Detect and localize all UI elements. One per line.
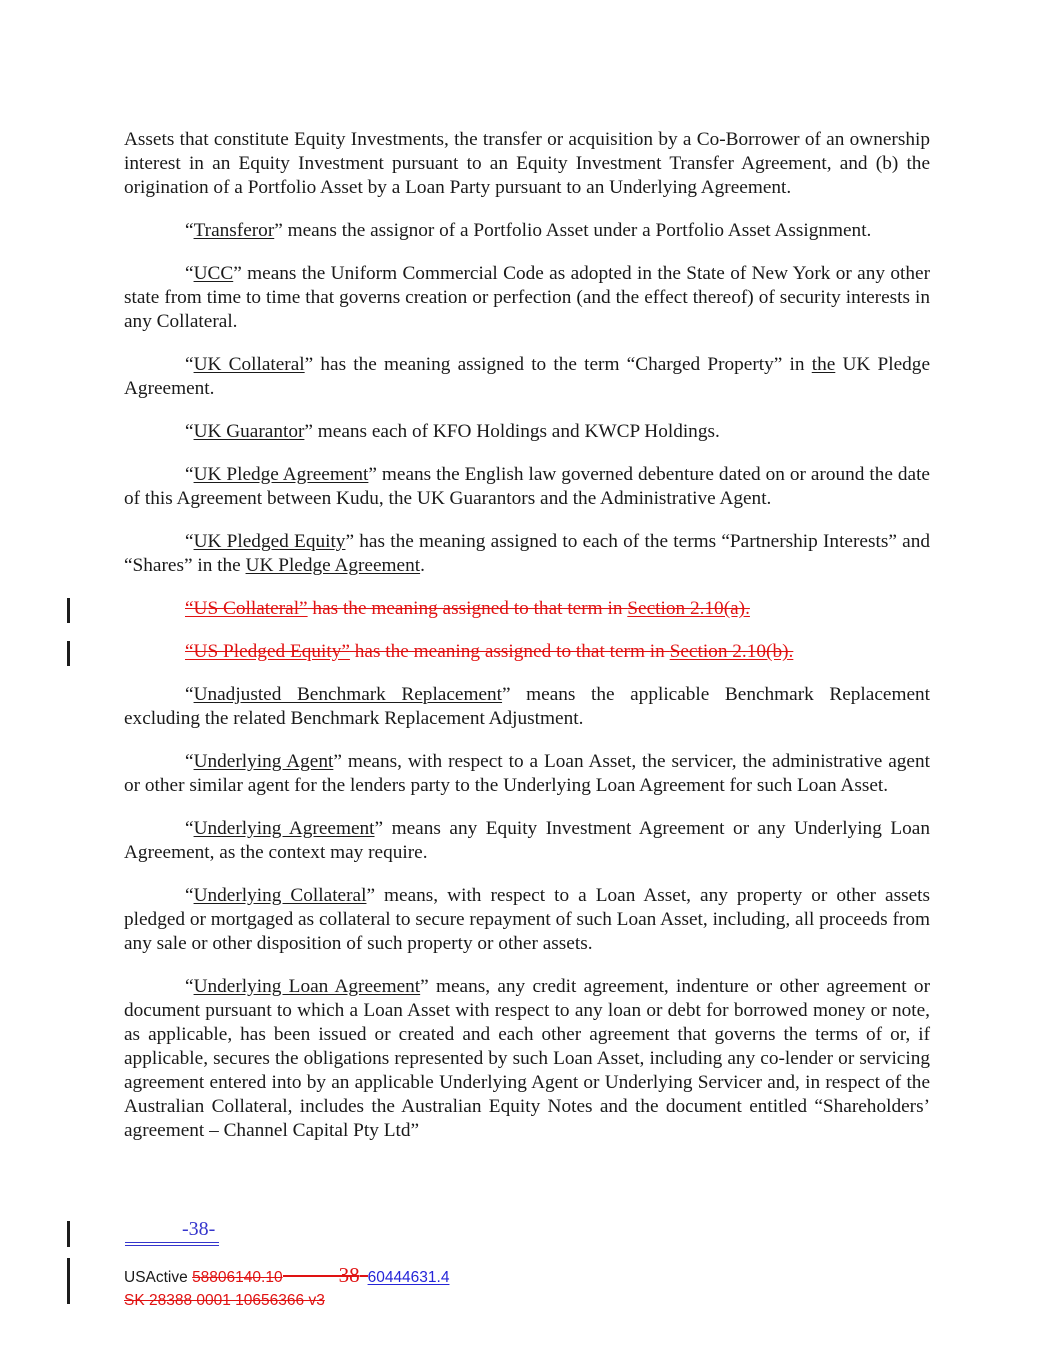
text-segment: Underlying Agreement bbox=[193, 818, 375, 839]
def-uk-collateral bbox=[124, 353, 930, 401]
text-segment: “ bbox=[185, 354, 194, 375]
text-segment: 38 bbox=[338, 1263, 360, 1287]
text-segment: ” means the English law governed debenture dated on or around the date of this Agreement between Kudu, the UK Guarantors and the Administrative Agent. bbox=[124, 464, 930, 509]
text-segment: “ bbox=[185, 531, 194, 552]
text-segment: Section 2.10(a). bbox=[627, 598, 750, 619]
change-bar bbox=[67, 598, 70, 623]
text-segment: ” means the applicable Benchmark Replacement excluding the related Benchmark Replacement Adjustment. bbox=[124, 684, 931, 729]
text-segment: “US Pledged Equity” bbox=[185, 641, 350, 662]
text-segment: USActive bbox=[124, 1269, 193, 1286]
text-segment: “ bbox=[185, 976, 194, 997]
text-segment: ” means each of KFO Holdings and KWCP Holdings. bbox=[304, 421, 720, 442]
text-segment: ” means, with respect to a Loan Asset, any property or other assets pledged or mortgaged as collateral to secure repayment of such Loan Asset, including, all proceeds from any sale or other disposition of such property or other assets. bbox=[124, 885, 930, 954]
def-underlying-agreement bbox=[124, 817, 930, 865]
text-segment: UK Collateral bbox=[193, 354, 305, 375]
text-segment: UK Pledged Equity bbox=[193, 531, 346, 552]
text-segment: UK Guarantor bbox=[193, 421, 305, 442]
text-segment: “US Collateral” bbox=[185, 598, 308, 619]
text-segment: “ bbox=[185, 263, 194, 284]
text-segment: UK Pledge Agreement bbox=[193, 464, 369, 485]
text-segment: 60444631.4 bbox=[367, 1269, 450, 1286]
text-segment: Underlying Collateral bbox=[193, 885, 367, 906]
continuation-paragraph bbox=[124, 128, 930, 200]
text-segment: Unadjusted Benchmark Replacement bbox=[193, 684, 503, 705]
text-segment: “ bbox=[185, 464, 194, 485]
def-underlying-collateral bbox=[124, 884, 930, 956]
text-segment: “ bbox=[185, 885, 194, 906]
text-segment: 58806140.10 bbox=[192, 1269, 283, 1286]
change-bar bbox=[67, 1258, 70, 1304]
text-segment: ” has the meaning assigned to each of the terms “Partnership Interests” and “Shares” in the bbox=[124, 531, 930, 576]
document-body bbox=[124, 128, 930, 1162]
def-us-collateral-deleted bbox=[124, 597, 930, 621]
text-segment: “ bbox=[185, 421, 194, 442]
def-us-pledged-equity-deleted bbox=[124, 640, 930, 664]
page-number bbox=[125, 1218, 219, 1246]
text-segment: “ bbox=[185, 220, 194, 241]
def-uk-pledged-equity bbox=[124, 530, 930, 578]
strike-line bbox=[360, 1275, 368, 1277]
text-segment: Underlying Agent bbox=[193, 751, 334, 772]
text-segment: has the meaning assigned to that term in bbox=[307, 598, 628, 619]
change-bar bbox=[67, 1221, 70, 1247]
footer-doc-ids bbox=[124, 1264, 449, 1312]
text-segment: ” means, with respect to a Loan Asset, the servicer, the administrative agent or other similar agent for the lenders party to the Underlying Loan Agreement for such Loan Asset. bbox=[124, 751, 930, 796]
text-segment: Transferor bbox=[193, 220, 275, 241]
text-segment: UCC bbox=[193, 263, 234, 284]
text-segment: has the meaning assigned to that term in bbox=[349, 641, 670, 662]
text-segment: ” means, any credit agreement, indenture or other agreement or document pursuant to which a Loan Asset with respect to any loan or debt for borrowed money or note, as applicable, has been issued or created and each other agreement that governs the terms of or, if applicable, secures the obligations represented by such Loan Asset, including any co-lender or servicing agreement entered into by an applicable Underlying Agent or Underlying Servicer and, in respect of the Australian Collateral, includes the Australian Equity Notes and the document entitled “Shareholders’ agreement – Channel Capital Pty Ltd” bbox=[124, 976, 930, 1141]
text-segment: UK Pledge Agreement bbox=[245, 555, 421, 576]
def-uk-pledge-agreement bbox=[124, 463, 930, 511]
def-transferor bbox=[124, 219, 930, 243]
page-number-underline bbox=[125, 1218, 219, 1246]
def-underlying-agent bbox=[124, 750, 930, 798]
text-segment: Assets that constitute Equity Investments, the transfer or acquisition by a Co-Borrower of an ownership interest in an Equity Investment pursuant to an Equity Investment Transfer Agreement, and (b) the origination of a Portfolio Asset by a Loan Party pursuant to an Underlying Agreement. bbox=[124, 129, 930, 198]
text-segment: SK 28388 0001 10656366 v3 bbox=[124, 1292, 325, 1309]
text-segment: Underlying Loan Agreement bbox=[193, 976, 421, 997]
text-segment: “ bbox=[185, 818, 194, 839]
text-segment: the bbox=[811, 354, 836, 375]
text-segment: “ bbox=[185, 751, 194, 772]
def-underlying-loan-agreement bbox=[124, 975, 930, 1143]
page-number-text: -38- bbox=[182, 1218, 216, 1240]
def-ucc bbox=[124, 262, 930, 334]
text-segment: ” means the assignor of a Portfolio Asset under a Portfolio Asset Assignment. bbox=[274, 220, 872, 241]
change-bar bbox=[67, 641, 70, 666]
text-segment: ” has the meaning assigned to the term “Charged Property” in bbox=[304, 354, 812, 375]
footer-line2 bbox=[124, 1289, 449, 1312]
text-segment: “ bbox=[185, 684, 194, 705]
def-unadjusted-benchmark-replacement bbox=[124, 683, 930, 731]
strike-line bbox=[283, 1275, 339, 1277]
text-segment: Section 2.10(b). bbox=[669, 641, 794, 662]
text-segment: UK Pledge Agreement. bbox=[124, 354, 931, 399]
text-segment: ” means any Equity Investment Agreement or any Underlying Loan Agreement, as the context may require. bbox=[124, 818, 930, 863]
text-segment: . bbox=[420, 555, 425, 576]
text-segment: ” means the Uniform Commercial Code as adopted in the State of New York or any other state from time to time that governs creation or perfection (and the effect thereof) of security interests in any Collateral. bbox=[124, 263, 930, 332]
footer-line1 bbox=[124, 1264, 449, 1289]
def-uk-guarantor bbox=[124, 420, 930, 444]
